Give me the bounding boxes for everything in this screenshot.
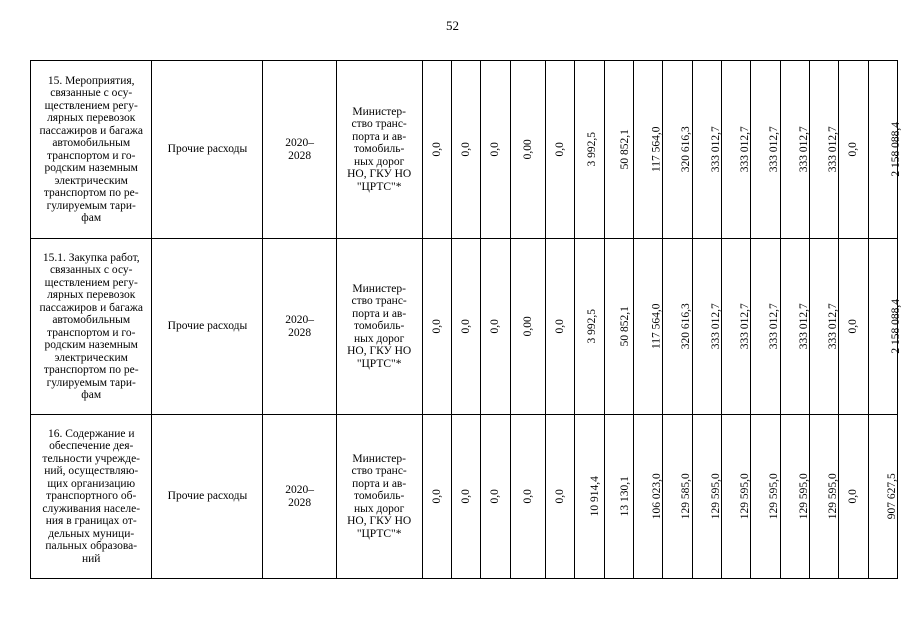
value-text: 333 012,7 — [768, 126, 781, 173]
value-text: 333 012,7 — [826, 126, 839, 173]
value-text: 3 992,5 — [586, 309, 599, 344]
value-cell — [751, 239, 780, 415]
expense-type-cell-text: Прочие расходы — [167, 320, 248, 333]
value-cell — [780, 239, 809, 415]
value-cell — [481, 239, 510, 415]
value-cell — [604, 61, 633, 239]
value-cell — [575, 239, 604, 415]
value-text: 2 158 088,4 — [889, 299, 902, 354]
value-text: 0,0 — [554, 489, 567, 504]
value-cell — [868, 239, 902, 415]
value-text: 0,0 — [847, 319, 860, 334]
value-cell — [634, 239, 663, 415]
expense-type-cell-text: Прочие расходы — [167, 143, 248, 156]
value-text: 333 012,7 — [738, 303, 751, 350]
event-name-cell-text: 15. Мероприятия, связанные с осу- ществлением регу- лярных перевозок пассажиров и багажа автомобильным транспортом и го- родским наземным электрическим транспортом по ре- гулируемым тари- фам — [39, 74, 143, 224]
value-cell — [634, 61, 663, 239]
value-text: 0,0 — [459, 489, 472, 504]
value-cell — [868, 415, 897, 579]
years-cell-text: 2020– 2028 — [285, 484, 314, 509]
executor-cell — [336, 61, 422, 239]
value-cell — [604, 415, 633, 579]
value-text: 0,0 — [489, 142, 502, 157]
value-cell — [510, 61, 546, 239]
value-cell — [575, 415, 604, 579]
value-cell — [422, 239, 451, 415]
value-text: 0,0 — [489, 489, 502, 504]
value-cell — [722, 61, 751, 239]
value-cell — [809, 61, 838, 239]
table-row — [31, 415, 898, 579]
value-text: 0,0 — [430, 319, 443, 334]
value-text: 0,0 — [459, 142, 472, 157]
value-cell — [809, 415, 838, 579]
value-cell — [481, 61, 510, 239]
value-cell — [692, 415, 721, 579]
expense-type-cell — [152, 239, 263, 415]
executor-cell — [336, 239, 422, 415]
value-cell — [634, 415, 663, 579]
value-cell — [481, 415, 510, 579]
value-text: 13 130,1 — [618, 476, 631, 517]
value-text: 333 012,7 — [709, 126, 722, 173]
value-cell — [839, 239, 868, 415]
value-cell — [422, 415, 451, 579]
value-cell — [722, 239, 751, 415]
value-text: 333 012,7 — [709, 303, 722, 350]
value-text: 333 012,7 — [826, 303, 839, 350]
value-cell — [510, 239, 546, 415]
value-text: 129 595,0 — [797, 473, 810, 520]
value-cell — [839, 61, 868, 239]
executor-cell-text: Министер- ство транс- порта и ав- томобиль- ных дорог НО, ГКУ НО "ЦРТС"* — [347, 105, 412, 193]
value-text: 129 595,0 — [826, 473, 839, 520]
value-cell — [780, 415, 809, 579]
value-cell — [751, 415, 780, 579]
value-text: 0,0 — [554, 319, 567, 334]
value-text: 0,0 — [459, 319, 472, 334]
executor-cell-text: Министер- ство транс- порта и ав- томобиль- ных дорог НО, ГКУ НО "ЦРТС"* — [347, 282, 412, 370]
value-cell — [663, 61, 692, 239]
value-cell — [451, 415, 480, 579]
value-text: 50 852,1 — [618, 306, 631, 347]
executor-cell — [336, 415, 422, 579]
value-text: 333 012,7 — [797, 303, 810, 350]
years-cell — [263, 61, 336, 239]
executor-cell-text: Министер- ство транс- порта и ав- томобиль- ных дорог НО, ГКУ НО "ЦРТС"* — [347, 452, 412, 540]
value-cell — [546, 61, 575, 239]
expense-type-cell — [152, 415, 263, 579]
value-text: 50 852,1 — [618, 129, 631, 170]
value-cell — [868, 61, 902, 239]
value-text: 0,0 — [554, 142, 567, 157]
value-cell — [663, 415, 692, 579]
budget-table — [30, 60, 902, 579]
value-text: 333 012,7 — [768, 303, 781, 350]
years-cell — [263, 415, 336, 579]
table-row — [31, 239, 898, 415]
value-text: 333 012,7 — [797, 126, 810, 173]
value-cell — [809, 239, 838, 415]
event-name-cell — [31, 239, 152, 415]
value-text: 333 012,7 — [738, 126, 751, 173]
value-text: 0,00 — [521, 139, 534, 160]
value-text: 0,0 — [847, 142, 860, 157]
event-name-cell-text: 16. Содержание и обеспечение дея- тельности учрежде- ний, осуществляю- щих организацию транспортного об- служивания населе- ния в границах от- дельных муници- пальных образова- ний — [42, 427, 141, 565]
value-cell — [751, 61, 780, 239]
value-text: 129 595,0 — [709, 473, 722, 520]
event-name-cell — [31, 61, 152, 239]
event-name-cell-text: 15.1. Закупка работ, связанных с осу- ществлением регу- лярных перевозок пассажиров и багажа автомобильным транспортом и го- родским наземным электрическим транспортом по ре- гулируемым тари- фам — [39, 251, 143, 401]
value-cell — [575, 61, 604, 239]
value-text: 106 023,0 — [650, 473, 663, 520]
value-text: 0,0 — [430, 142, 443, 157]
value-cell — [692, 61, 721, 239]
value-cell — [546, 415, 575, 579]
value-text: 10 914,4 — [589, 476, 602, 517]
value-cell — [422, 61, 451, 239]
value-cell — [839, 415, 868, 579]
page-number: 52 — [446, 18, 459, 33]
value-text: 117 564,0 — [650, 126, 663, 173]
value-text: 0,0 — [521, 489, 534, 504]
value-text: 129 595,0 — [738, 473, 751, 520]
value-cell — [722, 415, 751, 579]
years-cell-text: 2020– 2028 — [285, 137, 314, 162]
expense-type-cell — [152, 61, 263, 239]
value-text: 907 627,5 — [885, 473, 898, 520]
value-text: 0,0 — [847, 489, 860, 504]
value-cell — [692, 239, 721, 415]
value-text: 2 158 088,4 — [889, 122, 902, 177]
value-cell — [663, 239, 692, 415]
value-text: 320 616,3 — [680, 126, 693, 173]
value-cell — [510, 415, 546, 579]
value-text: 129 585,0 — [680, 473, 693, 520]
value-cell — [780, 61, 809, 239]
value-text: 117 564,0 — [650, 303, 663, 350]
value-text: 3 992,5 — [586, 132, 599, 167]
value-cell — [451, 61, 480, 239]
value-cell — [451, 239, 480, 415]
value-text: 129 595,0 — [768, 473, 781, 520]
value-cell — [604, 239, 633, 415]
value-text: 0,0 — [489, 319, 502, 334]
years-cell — [263, 239, 336, 415]
table-row — [31, 61, 898, 239]
years-cell-text: 2020– 2028 — [285, 314, 314, 339]
value-cell — [546, 239, 575, 415]
value-text: 320 616,3 — [680, 303, 693, 350]
value-text: 0,0 — [430, 489, 443, 504]
value-text: 0,00 — [521, 316, 534, 337]
expense-type-cell-text: Прочие расходы — [167, 490, 248, 503]
event-name-cell — [31, 415, 152, 579]
